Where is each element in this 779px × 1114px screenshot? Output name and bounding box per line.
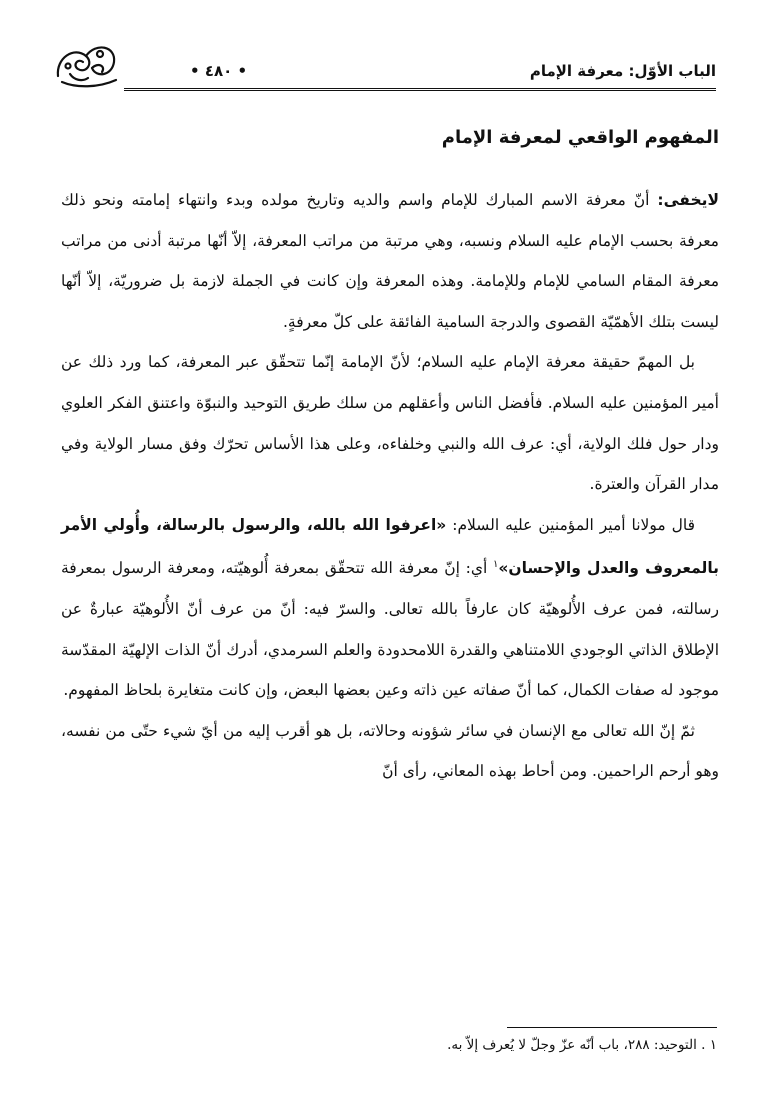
paragraph-2: بل المهمّ حقيقة معرفة الإمام عليه السلام؛ لأنّ الإمامة إنّما تتحقّق عبر المعرفة، كما ورد ذلك عن أمير المؤمنين عليه السلام. فأفضل الناس وأعقلهم من سلك طريق التوحيد والنبوّة واعتنق الفكر العلوي ودار حول فلك الولاية، أي: عرف الله والنبي وخلفاءه، وعلى هذا الأساس تحرّك وفق مسار الولاية وفي مدار القرآن والعترة. (61, 353, 719, 494)
paragraph-3 (61, 505, 719, 711)
footnote-divider (507, 1027, 717, 1028)
main-content (61, 118, 719, 792)
paragraph-pre-quote: قال مولانا أمير المؤمنين عليه السلام: (446, 515, 695, 534)
hadith-quote: «اعرفوا الله بالله، والرسول بالرسالة، وأُولي الأمر بالمعروف والعدل والإحسان» (61, 515, 719, 578)
page-number-value: ٤٨٠ (204, 62, 233, 80)
footnote: ١ . التوحيد: ٢٨٨، باب أنّه عزّ وجلّ لا يُعرف إلاّ به. (447, 1037, 717, 1053)
decorative-ornament-icon (52, 36, 122, 92)
paragraph-lead-word: لايخفى: (657, 191, 719, 209)
page-number: • ٤٨٠ • (190, 62, 248, 80)
section-heading: المفهوم الواقعي لمعرفة الإمام (441, 127, 719, 148)
page-header (66, 36, 716, 86)
chapter-title: الباب الأوّل: معرفة الإمام (529, 62, 716, 80)
paragraph-4: ثمّ إنّ الله تعالى مع الإنسان في سائر شؤونه وحالاته، بل هو أقرب إليه من أيّ شيء حتّى من نفسه، وهو أرحم الراحمين. ومن أحاط بهذه المعاني، رأى أنّ (61, 721, 719, 781)
paragraph-text: أنّ معرفة الاسم المبارك للإمام واسم والديه وتاريخ مولده وبدء وانتهاء إمامته ونحو ذلك معرفة بحسب الإمام عليه السلام ونسبه، وهي مرتبة من مراتب المعرفة، إلاّ أنّها مرتبة أدنى من مراتب معرفة المقام السامي للإمام وللإمامة. وهذه المعرفة وإن كانت في الجملة لازمة بل ضروريّة، إلاّ أنّها ليست بتلك الأهمّيّة القصوى والدرجة السامية الفائقة على كلّ معرفةٍ. (61, 191, 719, 331)
header-divider (124, 88, 716, 91)
footnote-marker: ١ (492, 559, 499, 571)
paragraph-post-quote: أي: إنّ معرفة الله تتحقّق بمعرفة أُلوهيّته، ومعرفة الرسول بمعرفة رسالته، فمن عرف الأُلوهيّة كان عارفاً بالله تعالى. والسرّ فيه: أنّ من عرف أنّ الأُلوهيّة عبارةٌ عن الإطلاق الذاتي الوجودي اللامتناهي والقدرة اللامحدودة والعلم السرمدي، أدرك أنّ الذات الإلهيّة المقدّسة موجود له صفات الكمال، كما أنّ صفاته عين ذاته وعين بعضها البعض، وإن كانت متغايرة بلحاظ المفهوم. (61, 559, 719, 700)
paragraph-1 (61, 180, 719, 342)
